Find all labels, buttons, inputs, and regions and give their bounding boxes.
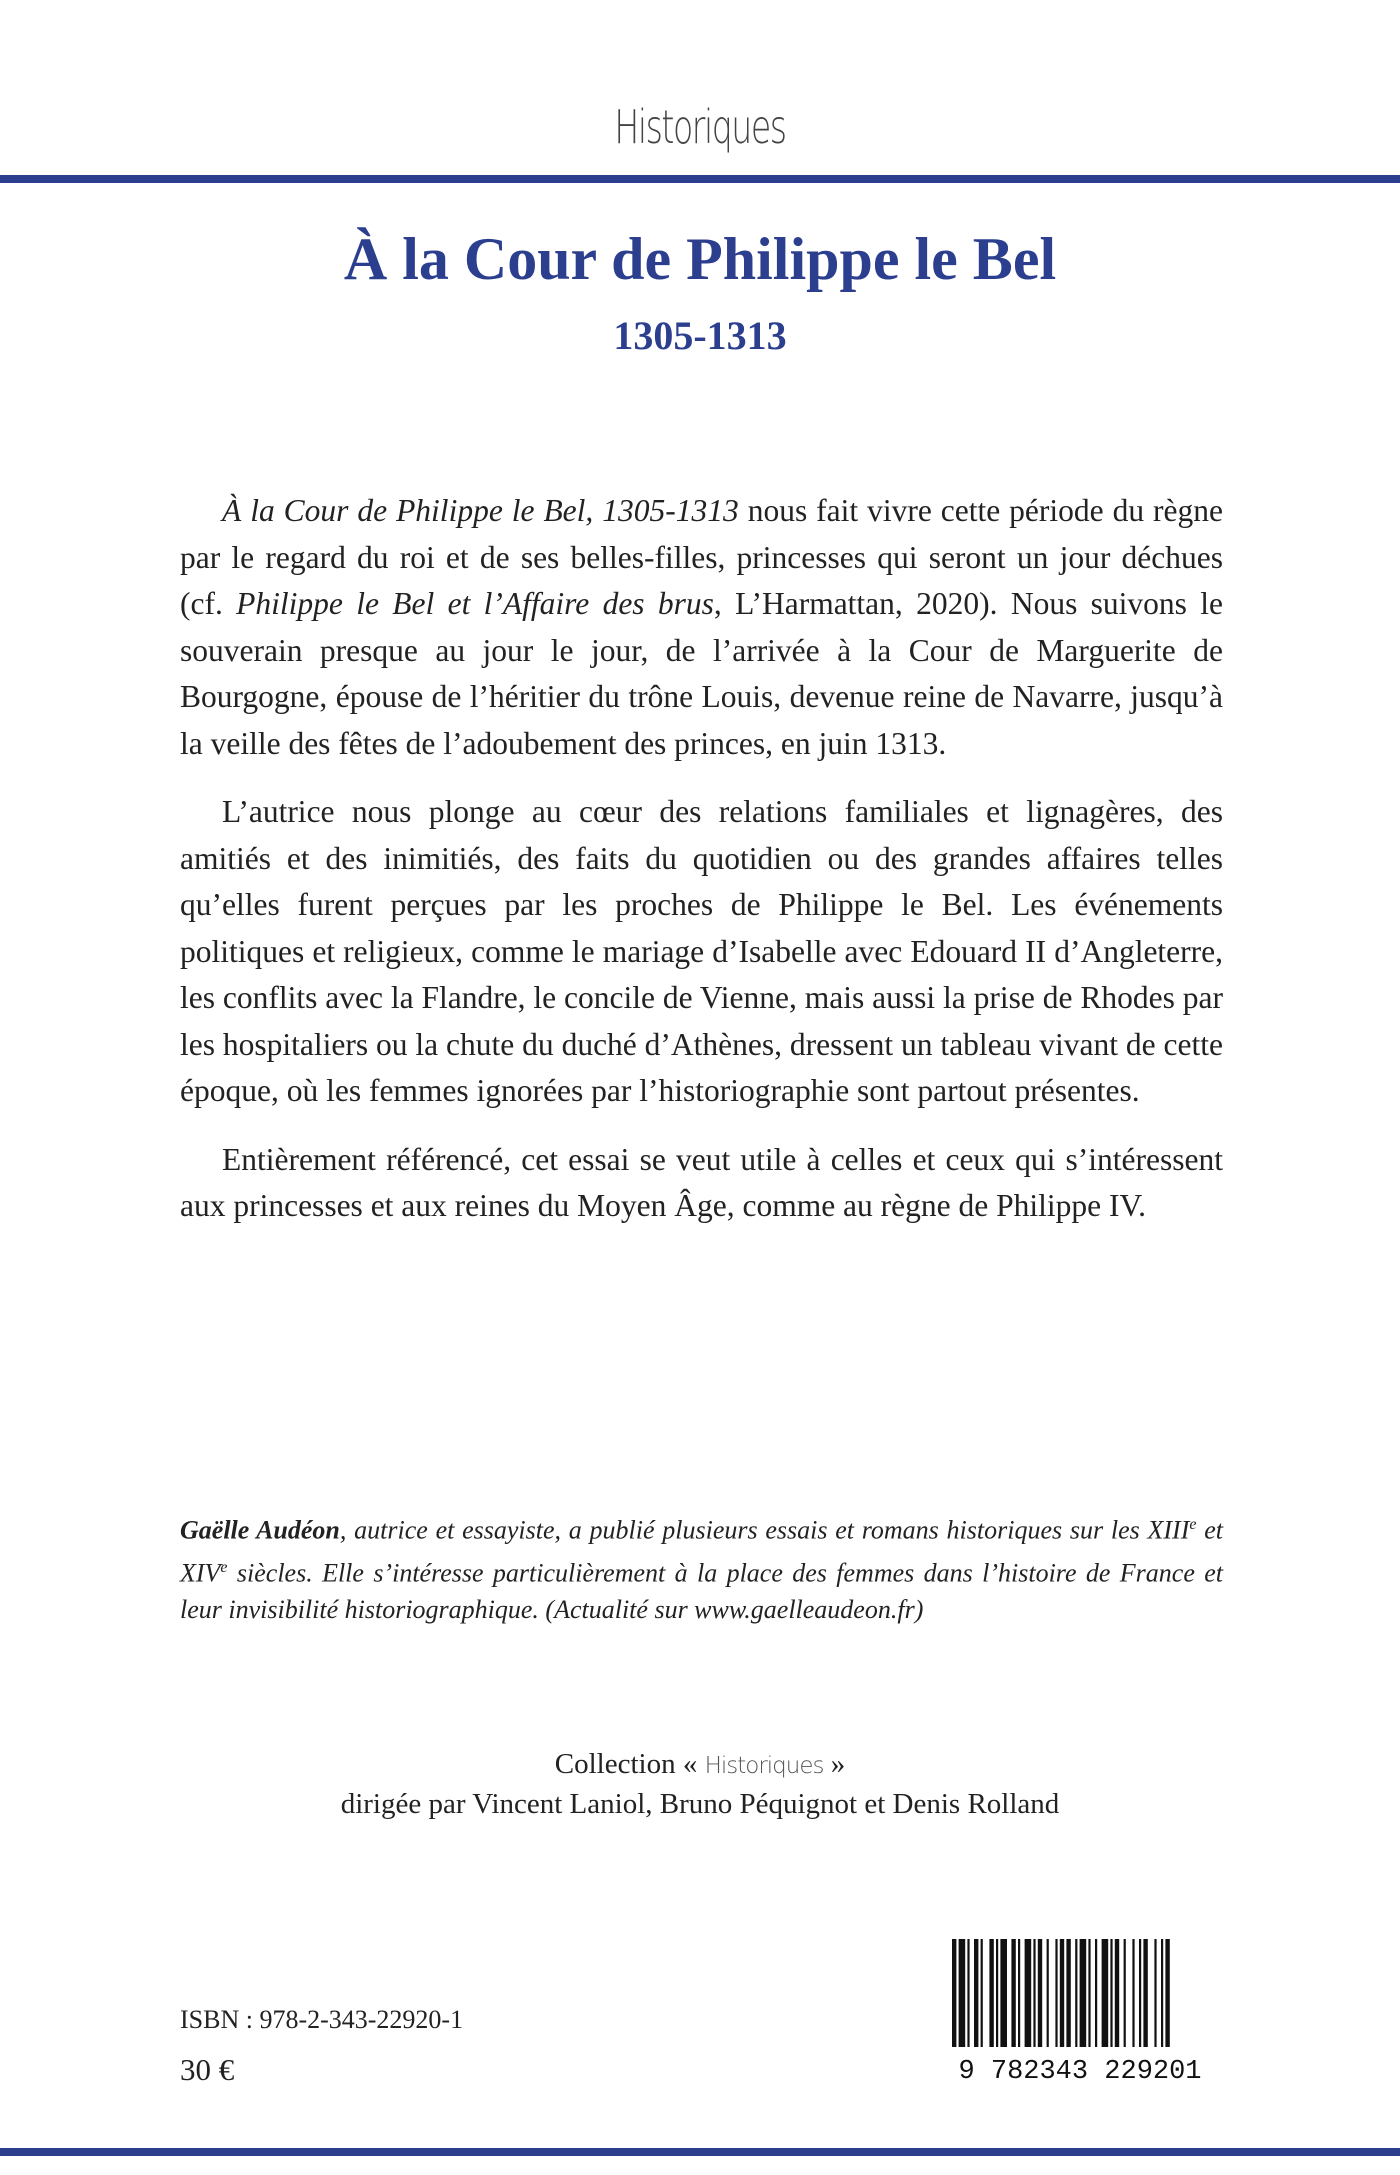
barcode-bar (1139, 1939, 1141, 2047)
top-rule (0, 175, 1400, 183)
blurb-text: , L’Harmattan, 2020). Nous suivons le souverain presque au jour le jour, de l’arrivée à la Cour de Marguerite de Bourgogne, épouse de l’héritier du trône Louis, devenue reine de Navarre, jusqu’à la veille des fêtes de l’adoubement des princes, en juin 1313. (180, 586, 1223, 761)
barcode-bar (1055, 1939, 1057, 2047)
barcode-bar (1115, 1939, 1119, 2047)
barcode-bars (952, 1939, 1170, 2047)
barcode-bar (1066, 1939, 1070, 2047)
collection-line (0, 1745, 1400, 1785)
collection-info (0, 1745, 1400, 1823)
barcode-bar (1025, 1939, 1032, 2047)
barcode-bar (1060, 1939, 1064, 2047)
barcode-bar (1038, 1939, 1042, 2047)
bio-text: siècles. Elle s’intéresse particulièrement à la place des femmes dans l’histoire de France et leur invisibilité historiographique. (Actualité sur www.gaelleaudeon.fr) (180, 1558, 1223, 1625)
barcode-bar (1088, 1939, 1090, 2047)
barcode-digits: 9 782343 229201 (958, 2057, 1202, 2085)
superscript: e (220, 1558, 228, 1576)
barcode-bar (996, 1939, 998, 2047)
book-dates: 1305-1313 (613, 313, 787, 358)
barcode-bar (1011, 1939, 1015, 2047)
barcode-bar (1095, 1939, 1097, 2047)
barcode-bar (1165, 1939, 1169, 2047)
barcode-bar (1000, 1939, 1007, 2047)
blurb-paragraph-2: L’autrice nous plonge au cœur des relations familiales et lignagères, des amitiés et des inimitiés, des faits du quotidien ou des grandes affaires telles qu’elles furent perçues par les proches de Philippe le Bel. Les événements politiques et religieux, comme le mariage d’Isabelle avec Edouard II d’Angleterre, les conflits avec la Flandre, le concile de Vienne, mais aussi la prise de Rhodes par les hospitaliers ou la chute du duché d’Athènes, dressent un tableau vivant de cette époque, où les femmes ignorées par l’historiographie sont partout présentes. (180, 794, 1223, 1108)
barcode-bar (974, 1939, 978, 2047)
barcode (930, 1935, 1230, 2085)
barcode-bar (1018, 1939, 1020, 2047)
blurb-paragraph-3: Entièrement référencé, cet essai se veut utile à celles et ceux qui s’intéressent aux princesses et aux reines du Moyen Âge, comme au règne de Philippe IV. (180, 1141, 1223, 1223)
barcode-bar (1033, 1939, 1035, 2047)
barcode-bar (1143, 1939, 1147, 2047)
price: 30 € (180, 2052, 235, 2087)
author-name: Gaëlle Audéon (180, 1515, 340, 1545)
isbn: ISBN : 978-2-343-22920-1 (180, 2005, 464, 2034)
collection-series: Historiques (704, 1753, 824, 1779)
barcode-bar (1124, 1939, 1126, 2047)
collection-suffix: » (823, 1748, 846, 1780)
superscript: e (1189, 1516, 1197, 1533)
blurb-title-italic: À la Cour de Philippe le Bel, 1305-1313 (222, 493, 739, 528)
barcode-bar (1132, 1939, 1134, 2047)
barcode-bar (989, 1939, 993, 2047)
blurb-reference-italic: Philippe le Bel et l’Affaire des brus (236, 586, 714, 621)
back-cover-blurb (180, 488, 1223, 1252)
collection-prefix: Collection « (554, 1748, 705, 1780)
barcode-bar (1102, 1939, 1109, 2047)
blurb-text: nous fait vivre cette période du règne par le regard du roi et de ses belles-filles, princesses qui seront un jour déchues (cf. (180, 493, 1224, 621)
author-bio (180, 1506, 1223, 1628)
series-label: Historiques (614, 100, 786, 154)
barcode-bar (981, 1939, 983, 2047)
barcode-bar (1110, 1939, 1112, 2047)
barcode-bar (967, 1939, 969, 2047)
barcode-bar (1080, 1939, 1087, 2047)
barcode-bar (1075, 1939, 1077, 2047)
barcode-bar (952, 1939, 956, 2047)
bottom-rule (0, 2148, 1400, 2156)
barcode-bar (959, 1939, 966, 2047)
barcode-bar (1161, 1939, 1163, 2047)
bio-text: , autrice et essayiste, a publié plusieurs essais et romans historiques sur les XIII (339, 1515, 1190, 1545)
collection-directors: dirigée par Vincent Laniol, Bruno Péquignot et Denis Rolland (340, 1788, 1060, 1820)
barcode-bar (1047, 1939, 1049, 2047)
bio-text: et XIV (180, 1515, 1224, 1588)
barcode-bar (1154, 1939, 1156, 2047)
blurb-paragraph-1 (180, 488, 1223, 767)
book-title: À la Cour de Philippe le Bel (343, 226, 1057, 292)
